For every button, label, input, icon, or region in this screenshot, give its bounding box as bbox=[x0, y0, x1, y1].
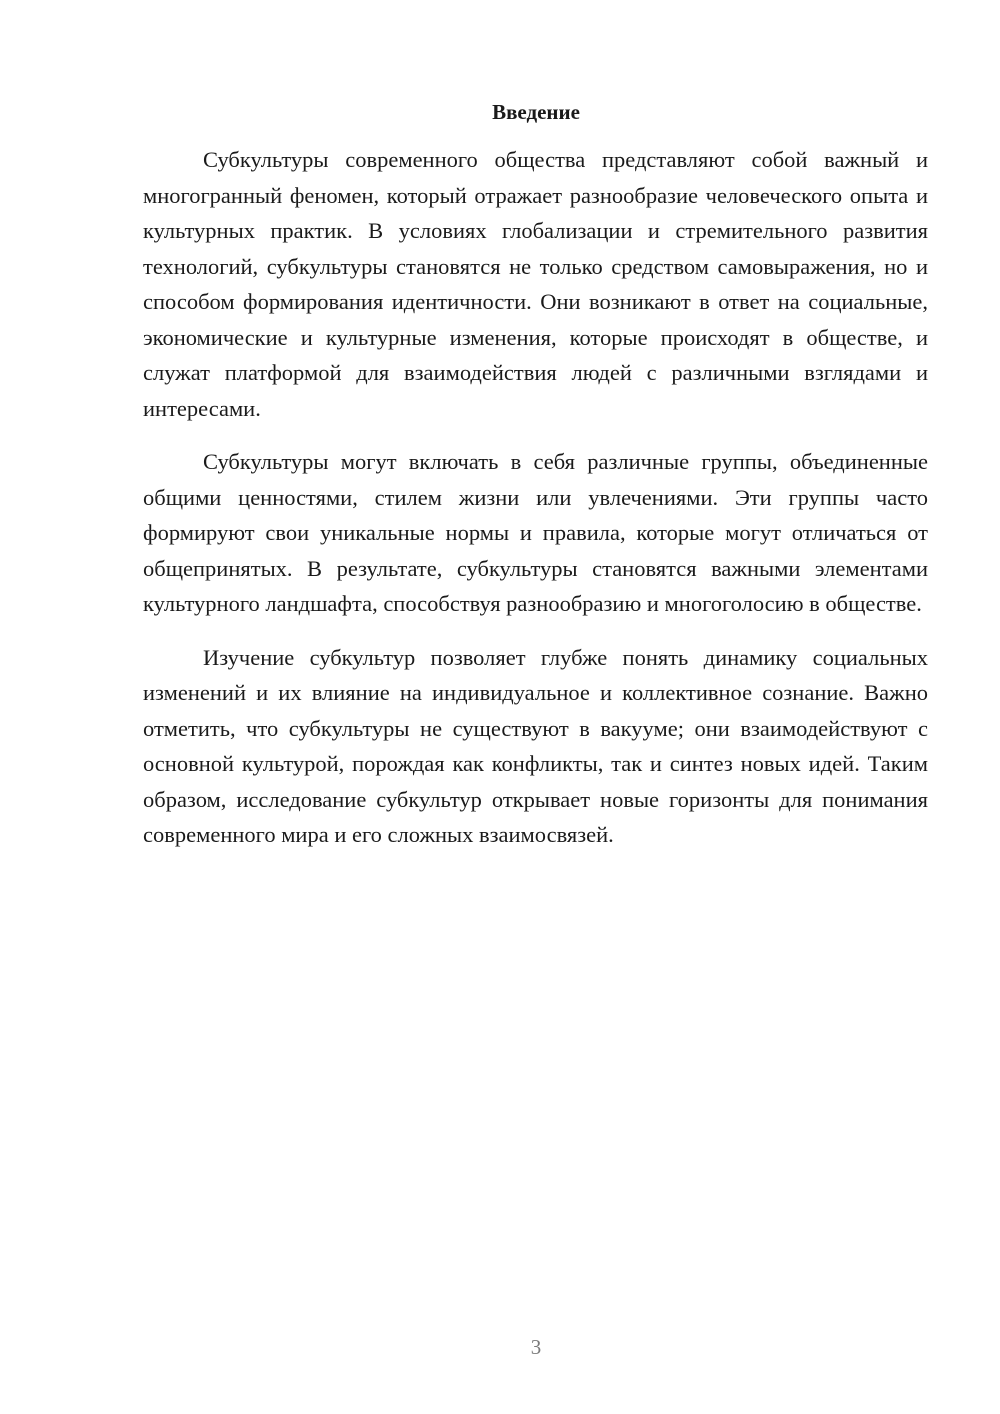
page-number: 3 bbox=[530, 1335, 542, 1359]
paragraph-3: Изучение субкультур позволяет глубже понять динамику социальных изменений и их влияние на индивидуальное и коллективное сознание. Важно отметить, что субкультуры не существуют в вакууме; они взаимодействуют с основной культурой, порождая как конфликты, так и синтез новых идей. Таким образом, исследование субкультур открывает новые горизонты для понимания современного мира и его сложных взаимосвязей. bbox=[143, 644, 928, 847]
body-text bbox=[143, 142, 928, 871]
section-title: Введение bbox=[492, 100, 580, 124]
paragraph-1: Субкультуры современного общества представляют собой важный и многогранный феномен, который отражает разнообразие человеческого опыта и культурных практик. В условиях глобализации и стремительного развития технологий, субкультуры становятся не только средством самовыражения, но и способом формирования идентичности. Они возникают в ответ на социальные, экономические и культурные изменения, которые происходят в обществе, и служат платформой для взаимодействия людей с различными взглядами и интересами. bbox=[143, 147, 928, 421]
paragraph-2: Субкультуры могут включать в себя различные группы, объединенные общими ценностями, стилем жизни или увлечениями. Эти группы часто формируют свои уникальные нормы и правила, которые могут отличаться от общепринятых. В результате, субкультуры становятся важными элементами культурного ландшафта, способствуя разнообразию и многоголосию в обществе. bbox=[143, 449, 928, 616]
